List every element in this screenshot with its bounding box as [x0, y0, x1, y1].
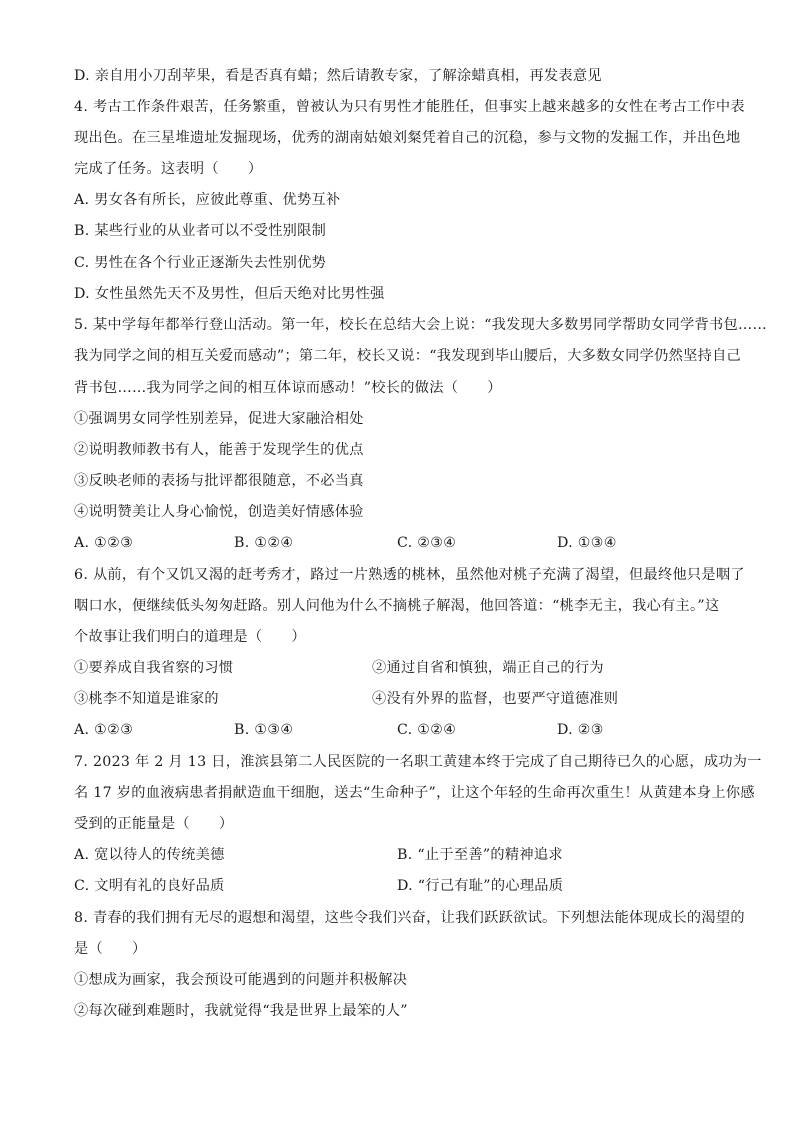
- q8-stem-line-1: 8. 青春的我们拥有无尽的遐想和渴望，这些令我们兴奋，让我们跃跃欲试。下列想法能体现成长的渴望的: [74, 910, 745, 926]
- q6-option-b: B. ①③④: [234, 722, 294, 738]
- q7-stem-line-1: 7. 2023 年 2 月 13 日，淮滨县第二人民医院的一名职工黄建本终于完成了自己期待已久的心愿，成功为一: [74, 754, 762, 770]
- q5-stem-line-3: 背书包……我为同学之间的相互体谅而感动！”校长的做法（ ）: [74, 380, 502, 396]
- q6-statement-1: ①要养成自我省察的习惯: [74, 660, 234, 676]
- q5-statement-1: ①强调男女同学性别差异，促进大家融洽相处: [74, 411, 364, 427]
- q7-option-d: D. “行己有耻”的心理品质: [397, 878, 564, 894]
- q5-stem-line-1: 5. 某中学每年都举行登山活动。第一年，校长在总结大会上说：“我发现大多数男同学帮助女同学背书包……: [74, 317, 767, 333]
- q5-option-a: A. ①②③: [74, 535, 134, 551]
- q6-stem-line-3: 个故事让我们明白的道理是（ ）: [74, 629, 306, 645]
- q7-stem-line-2: 名 17 岁的血液病患者捐献造血干细胞，送去“生命种子”，让这个年轻的生命再次重生！从黄建本身上你感: [74, 785, 755, 801]
- q4-stem-line-1: 4. 考古工作条件艰苦，任务繁重，曾被认为只有男性才能胜任，但事实上越来越多的女性在考古工作中表: [74, 99, 745, 115]
- q5-option-c: C. ②③④: [397, 535, 457, 551]
- q3-option-d: D. 亲自用小刀刮苹果，看是否真有蜡；然后请教专家，了解涂蜡真相，再发表意见: [74, 68, 602, 84]
- q5-statement-4: ④说明赞美让人身心愉悦，创造美好情感体验: [74, 504, 364, 520]
- q5-statement-2: ②说明教师教书有人，能善于发现学生的优点: [74, 442, 364, 458]
- q6-statement-2: ②通过自省和慎独，端正自己的行为: [372, 660, 604, 676]
- q5-option-d: D. ①③④: [557, 535, 617, 551]
- q4-option-d: D. 女性虽然先天不及男性，但后天绝对比男性强: [74, 286, 385, 302]
- q5-stem-line-2: 我为同学之间的相互关爱而感动”；第二年，校长又说：“我发现到毕山腰后，大多数女同学仍然坚持自己: [74, 348, 742, 364]
- q5-option-b: B. ①②④: [234, 535, 294, 551]
- q6-statement-4: ④没有外界的监督，也要严守道德准则: [372, 691, 619, 707]
- q6-option-d: D. ②③: [557, 722, 604, 738]
- q7-option-a: A. 宽以待人的传统美德: [74, 847, 225, 863]
- q4-option-c: C. 男性在各个行业正逐渐失去性别优势: [74, 255, 327, 271]
- q7-stem-line-3: 受到的正能量是（ ）: [74, 816, 234, 832]
- q8-statement-1: ①想成为画家，我会预设可能遇到的问题并积极解决: [74, 972, 408, 988]
- q8-stem-line-2: 是（ ）: [74, 941, 147, 957]
- q5-statement-3: ③反映老师的表扬与批评都很随意，不必当真: [74, 473, 364, 489]
- q6-stem-line-1: 6. 从前，有个又饥又渴的赶考秀才，路过一片熟透的桃林，虽然他对桃子充满了渴望，但最终他只是咽了: [74, 567, 745, 583]
- q4-stem-line-3: 完成了任务。这表明（ ）: [74, 161, 263, 177]
- q4-option-b: B. 某些行业的从业者可以不受性别限制: [74, 223, 327, 239]
- q6-statement-3: ③桃李不知道是谁家的: [74, 691, 219, 707]
- q4-stem-line-2: 现出色。在三星堆遗址发掘现场，优秀的湖南姑娘刘粲凭着自己的沉稳，参与文物的发掘工作，并出色地: [74, 130, 741, 146]
- q6-option-a: A. ①②③: [74, 722, 134, 738]
- q8-statement-2: ②每次碰到难题时，我就觉得“我是世界上最笨的人”: [74, 1003, 408, 1019]
- q4-option-a: A. 男女各有所长，应彼此尊重、优势互补: [74, 192, 341, 208]
- q7-option-b: B. “止于至善”的精神追求: [397, 847, 563, 863]
- q6-option-c: C. ①②④: [397, 722, 457, 738]
- q7-option-c: C. 文明有礼的良好品质: [74, 878, 225, 894]
- q6-stem-line-2: 咽口水，便继续低头匆匆赶路。别人问他为什么不摘桃子解渴，他回答道：“桃李无主，我心有主。”这: [74, 598, 720, 614]
